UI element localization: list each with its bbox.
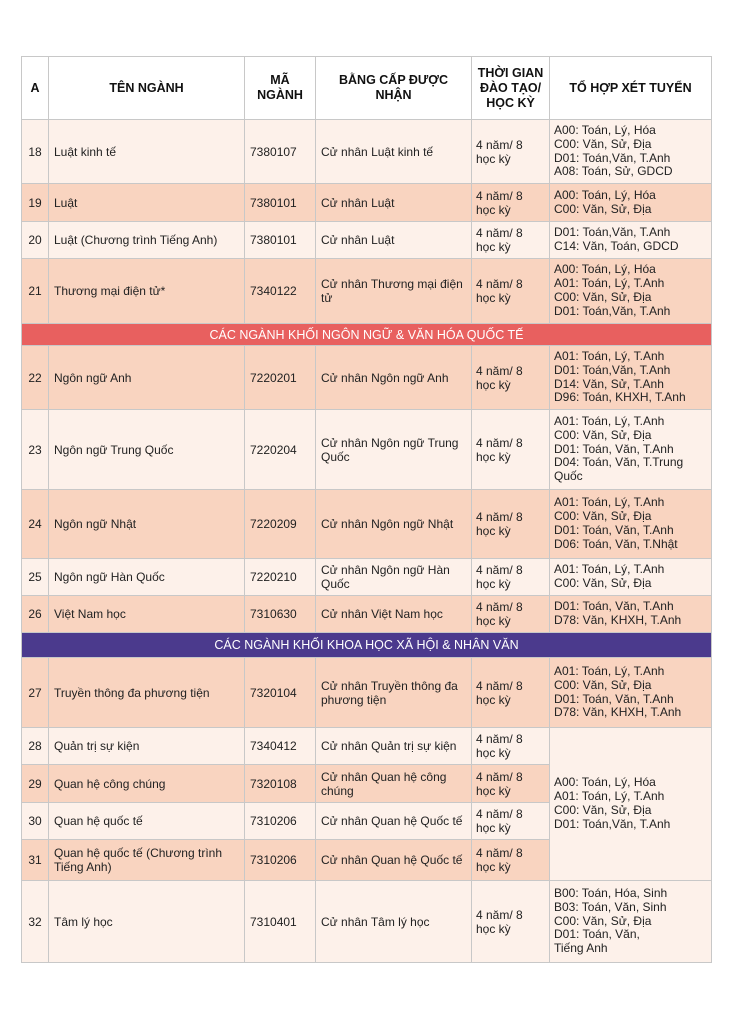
major-name: Thương mại điện tử* [49,259,245,324]
combo-item: Tiếng Anh [554,941,608,956]
combo-item: D78: Văn, KHXH, T.Anh [554,613,682,627]
degree: Cử nhân Ngôn ngữ Trung Quốc [316,410,472,490]
duration: 4 năm/ 8 học kỳ [472,803,550,840]
table-row [22,346,712,410]
combo-item: C00: Văn, Sử, Địa [554,201,652,216]
combo-item: A01: Toán, Lý, T.Anh [554,348,665,363]
degree: Cử nhân Ngôn ngữ Nhật [316,490,472,559]
combo-item: A01: Toán, Lý, T.Anh [554,276,665,291]
combo-item: B03: Toán, Văn, Sinh [554,899,667,914]
major-name: Ngôn ngữ Trung Quốc [49,410,245,490]
section-title: CÁC NGÀNH KHỐI KHOA HỌC XÃ HỘI & NHÂN VĂN [22,633,712,658]
major-name: Luật kinh tế [49,120,245,184]
degree: Cử nhân Quan hệ Quốc tế [316,803,472,840]
combo-item: A01: Toán, Lý, T.Anh [554,562,665,577]
degree: Cử nhân Luật [316,184,472,222]
major-code: 7220204 [245,410,316,490]
duration: 4 năm/ 8 học kỳ [472,728,550,765]
combo-item: C00: Văn, Sử, Địa [554,290,652,304]
combo-item: D01: Toán,Văn, T.Anh [554,225,671,240]
combo-item: D06: Toán, Văn, T.Nhật [554,536,678,551]
major-name: Quan hệ quốc tế (Chương trình Tiếng Anh) [49,840,245,881]
major-name: Luật (Chương trình Tiếng Anh) [49,222,245,259]
combo-item: D01: Toán, Văn, T.Anh [554,599,674,614]
degree: Cử nhân Tâm lý học [316,881,472,963]
combo-item: D01: Toán,Văn, T.Anh [554,150,671,165]
combo-item: C14: Văn, Toán, GDCD [554,239,679,253]
combos [550,222,712,259]
combos [550,658,712,728]
combos [550,559,712,596]
duration: 4 năm/ 8 học kỳ [472,410,550,490]
row-number: 26 [22,596,49,633]
major-code: 7220210 [245,559,316,596]
degree: Cử nhân Quan hệ công chúng [316,765,472,803]
combos-merged [550,728,712,881]
degree: Cử nhân Việt Nam học [316,596,472,633]
duration: 4 năm/ 8 học kỳ [472,881,550,963]
duration: 4 năm/ 8 học kỳ [472,259,550,324]
row-number: 23 [22,410,49,490]
major-code: 7220201 [245,346,316,410]
combo-item: D01: Toán, Văn, T.Anh [554,523,674,537]
major-code: 7310401 [245,881,316,963]
row-number: 25 [22,559,49,596]
row-number: 28 [22,728,49,765]
combo-item: D96: Toán, KHXH, T.Anh [554,390,686,405]
row-number: 32 [22,881,49,963]
major-code: 7320108 [245,765,316,803]
header-row [22,57,712,120]
combo-item: C00: Văn, Sử, Địa [554,509,652,524]
combos [550,120,712,184]
header-col-code: MÃ NGÀNH [245,57,316,120]
combo-item: D78: Văn, KHXH, T.Anh [554,705,682,720]
major-name: Quan hệ quốc tế [49,803,245,840]
combo-item: B00: Toán, Hóa, Sinh [554,886,668,900]
duration: 4 năm/ 8 học kỳ [472,346,550,410]
row-number: 24 [22,490,49,559]
combo-item: C00: Văn, Sử, Địa [554,677,652,692]
major-code: 7380107 [245,120,316,184]
major-name: Quan hệ công chúng [49,765,245,803]
major-name: Ngôn ngữ Hàn Quốc [49,559,245,596]
duration: 4 năm/ 8 học kỳ [472,596,550,633]
combo-item: C00: Văn, Sử, Địa [554,803,652,817]
table-row [22,728,712,765]
combo-item: A00: Toán, Lý, Hóa [554,187,656,202]
degree: Cử nhân Luật [316,222,472,259]
table-row [22,658,712,728]
table-row [22,490,712,559]
table-row [22,259,712,324]
row-number: 20 [22,222,49,259]
combos [550,881,712,963]
row-number: 31 [22,840,49,881]
combo-item: C00: Văn, Sử, Địa [554,136,652,151]
combo-item: C00: Văn, Sử, Địa [554,576,652,590]
major-code: 7320104 [245,658,316,728]
duration: 4 năm/ 8 học kỳ [472,840,550,881]
duration: 4 năm/ 8 học kỳ [472,559,550,596]
combos [550,259,712,324]
duration: 4 năm/ 8 học kỳ [472,184,550,222]
row-number: 29 [22,765,49,803]
header-col-a: A [22,57,49,120]
degree: Cử nhân Thương mại điện tử [316,259,472,324]
combo-item: D01: Toán,Văn, T.Anh [554,816,671,831]
duration: 4 năm/ 8 học kỳ [472,490,550,559]
header-col-combos: TỔ HỢP XÉT TUYỂN [550,57,712,120]
row-number: 21 [22,259,49,324]
degree: Cử nhân Luật kinh tế [316,120,472,184]
major-code: 7220209 [245,490,316,559]
combo-item: D01: Toán, Văn, T.Anh [554,691,674,706]
combo-item: A08: Toán, Sử, GDCD [554,164,673,179]
combos [550,346,712,410]
major-name: Ngôn ngữ Nhật [49,490,245,559]
table-row [22,222,712,259]
major-name: Tâm lý học [49,881,245,963]
header-col-degree: BẰNG CẤP ĐƯỢC NHẬN [316,57,472,120]
combos [550,410,712,490]
combo-item: A01: Toán, Lý, T.Anh [554,663,665,678]
combo-item: A00: Toán, Lý, Hóa [554,775,656,790]
combo-item: D14: Văn, Sử, T.Anh [554,376,664,391]
combo-item: A00: Toán, Lý, Hóa [554,262,656,277]
table-row [22,596,712,633]
major-code: 7310630 [245,596,316,633]
table-row [22,120,712,184]
major-code: 7310206 [245,803,316,840]
majors-table [21,56,712,963]
degree: Cử nhân Quản trị sự kiện [316,728,472,765]
degree: Cử nhân Ngôn ngữ Anh [316,346,472,410]
combo-item: D01: Toán, Văn, T.Anh [554,441,674,456]
duration: 4 năm/ 8 học kỳ [472,658,550,728]
row-number: 22 [22,346,49,410]
degree: Cử nhân Quan hệ Quốc tế [316,840,472,881]
combo-item: D01: Toán, Văn, [554,927,640,942]
section-header-languages [22,324,712,346]
major-code: 7340412 [245,728,316,765]
table-row [22,881,712,963]
combo-item: D01: Toán,Văn, T.Anh [554,303,671,318]
table-row [22,559,712,596]
table-row [22,410,712,490]
row-number: 18 [22,120,49,184]
major-code: 7380101 [245,222,316,259]
major-name: Ngôn ngữ Anh [49,346,245,410]
combo-item: D01: Toán,Văn, T.Anh [554,362,671,377]
major-name: Quản trị sự kiện [49,728,245,765]
duration: 4 năm/ 8 học kỳ [472,222,550,259]
row-number: 19 [22,184,49,222]
combo-item: D04: Toán, Văn, T.Trung Quốc [554,455,684,484]
combos [550,596,712,633]
table-row [22,184,712,222]
header-col-duration: THỜI GIAN ĐÀO TẠO/ HỌC KỲ [472,57,550,120]
combo-item: C00: Văn, Sử, Địa [554,427,652,442]
degree: Cử nhân Truyền thông đa phương tiện [316,658,472,728]
combo-item: A01: Toán, Lý, T.Anh [554,495,665,510]
combos [550,184,712,222]
row-number: 27 [22,658,49,728]
section-header-social-sciences [22,633,712,658]
row-number: 30 [22,803,49,840]
duration: 4 năm/ 8 học kỳ [472,120,550,184]
combo-item: A00: Toán, Lý, Hóa [554,122,656,137]
section-title: CÁC NGÀNH KHỐI NGÔN NGỮ & VĂN HÓA QUỐC TẾ [22,324,712,346]
major-name: Việt Nam học [49,596,245,633]
combos [550,490,712,559]
degree: Cử nhân Ngôn ngữ Hàn Quốc [316,559,472,596]
major-name: Luật [49,184,245,222]
major-code: 7310206 [245,840,316,881]
combo-item: C00: Văn, Sử, Địa [554,913,652,928]
header-col-name: TÊN NGÀNH [49,57,245,120]
major-name: Truyền thông đa phương tiện [49,658,245,728]
combo-item: A01: Toán, Lý, T.Anh [554,789,665,804]
duration: 4 năm/ 8 học kỳ [472,765,550,803]
major-code: 7340122 [245,259,316,324]
combo-item: A01: Toán, Lý, T.Anh [554,414,665,428]
major-code: 7380101 [245,184,316,222]
